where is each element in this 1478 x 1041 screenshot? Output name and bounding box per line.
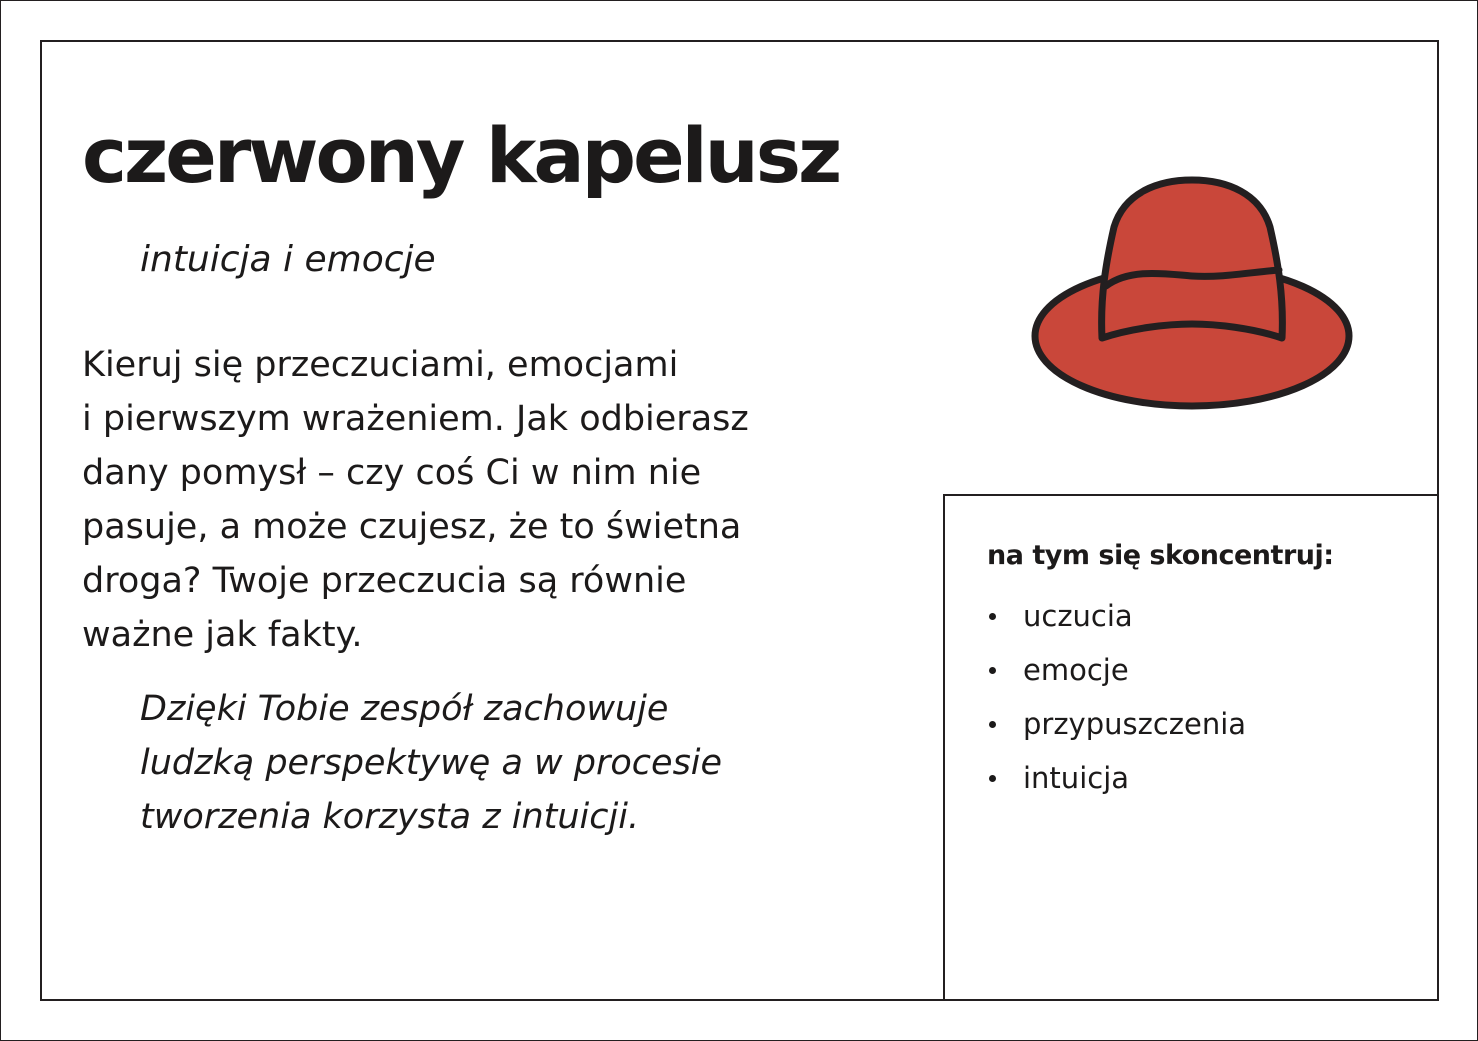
focus-item-uczucia — [985, 594, 1246, 648]
bullet-icon — [989, 721, 996, 728]
red-hat-icon — [1030, 172, 1354, 412]
bullet-icon — [989, 613, 996, 620]
card-quote: Dzięki Tobie zespół zachowuje ludzką perspektywę a w procesie tworzenia korzysta z intuicji. — [140, 689, 723, 837]
focus-item-emocje — [985, 648, 1246, 702]
focus-item-przypuszczenia — [985, 702, 1246, 756]
hat-card — [40, 40, 1439, 1001]
focus-item-label: intuicja — [1023, 761, 1130, 795]
focus-item-label: emocje — [1023, 653, 1129, 687]
hat-crown — [1102, 180, 1283, 338]
card-title: czerwony kapelusz — [82, 111, 840, 200]
focus-heading: na tym się skoncentruj: — [987, 540, 1334, 571]
bullet-icon — [989, 775, 996, 782]
card-subtitle: intuicja i emocje — [140, 239, 436, 280]
focus-item-label: uczucia — [1023, 599, 1133, 633]
focus-panel — [943, 494, 1437, 999]
card-description: Kieruj się przeczuciami, emocjami i pierwszym wrażeniem. Jak odbierasz dany pomysł – czy coś Ci w nim nie pasuje, a może czujesz, że to świetna droga? Twoje przeczucia są równie ważne jak fakty. — [82, 345, 749, 655]
focus-item-label: przypuszczenia — [1023, 707, 1247, 741]
focus-item-intuicja — [985, 756, 1246, 810]
bullet-icon — [989, 667, 996, 674]
focus-list — [985, 594, 1246, 810]
